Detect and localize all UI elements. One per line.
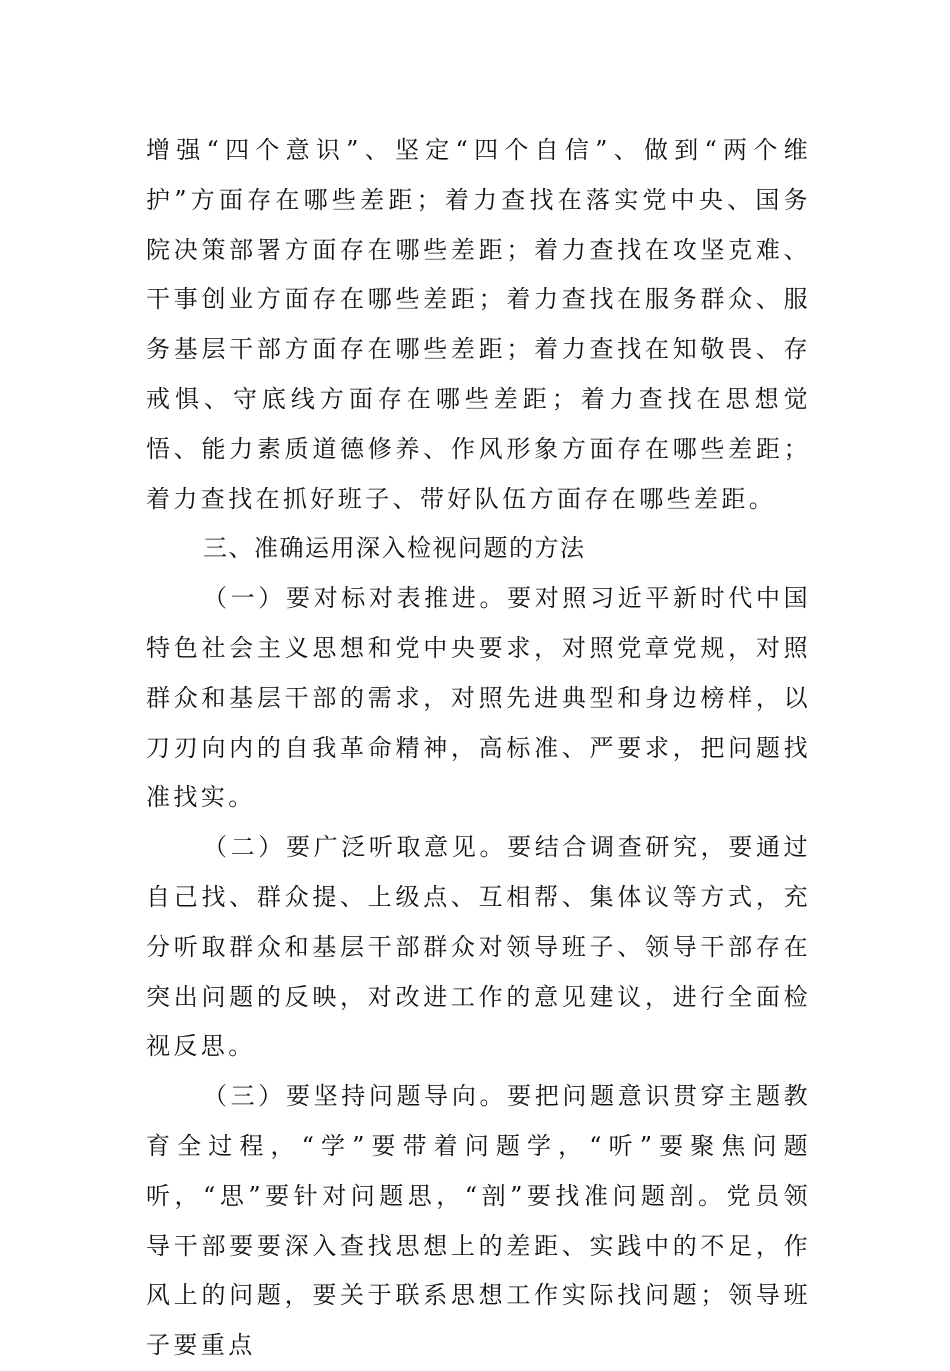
item-lead-3: （三）要坚持问题导向。 [203, 1082, 508, 1111]
item-lead-2: （二）要广泛听取意见。 [203, 833, 508, 862]
section-heading-text: 三、准确运用深入检视问题的方法 [203, 534, 586, 563]
continued-paragraph-text: 增强“四个意识”、坚定“四个自信”、做到“两个维护”方面存在哪些差距；着力查找在落实党中央、国务院决策部署方面存在哪些差距；着力查找在攻坚克难、干事创业方面存在哪些差距；着力查找在服务群众、服务基层干部方面存在哪些差距；着力查找在知敬畏、存戒惧、守底线方面存在哪些差距；着力查找在思想觉悟、能力素质道德修养、作风形象方面存在哪些差距；着力查找在抓好班子、带好队伍方面存在哪些差距。 [146, 136, 811, 513]
item-body-3: 要把问题意识贯穿主题教育全过程，“学”要带着问题学，“听”要聚焦问题听，“思”要针对问题思，“剖”要找准问题剖。党员领导干部要要深入查找思想上的差距、实践中的不足，作风上的问题，要关于联系思想工作实际找问题；领导班子要重点 [146, 1082, 811, 1360]
item-body-1: 要对照习近平新时代中国特色社会主义思想和党中央要求，对照党章党规，对照群众和基层干部的需求，对照先进典型和身边榜样，以刀刃向内的自我革命精神，高标准、严要求，把问题找准找实。 [146, 584, 811, 812]
section-heading [146, 524, 811, 574]
item-body-2: 要结合调查研究，要通过自己找、群众提、上级点、互相帮、集体议等方式，充分听取群众和基层干部群众对领导班子、领导干部存在突出问题的反映，对改进工作的意见建议，进行全面检视反思。 [146, 833, 811, 1061]
item-lead-1: （一）要对标对表推进。 [203, 584, 508, 613]
document-body [146, 126, 811, 1371]
item-paragraph-3 [146, 1072, 811, 1371]
item-paragraph-1 [146, 574, 811, 823]
item-paragraph-2 [146, 823, 811, 1072]
continued-paragraph [146, 126, 811, 524]
